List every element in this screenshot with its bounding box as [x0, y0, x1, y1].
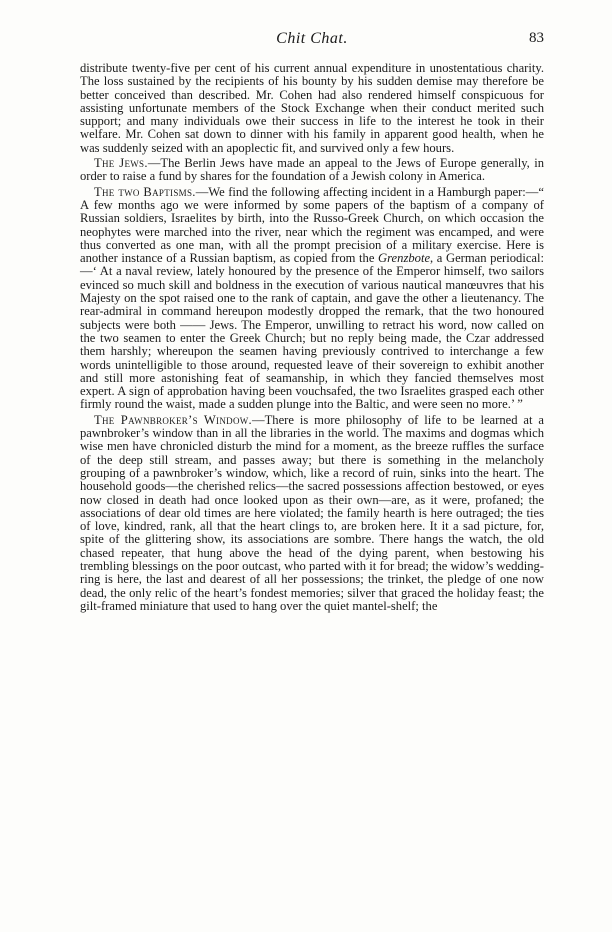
- paragraph-text: —There is more philosophy of life to be learned at a pawnbroker’s window than in all the libraries in the world. The maxims and dogmas which wise men have chronicled disturb the mind for a moment, as the breeze ruffles the surface of the deep still stream, and passes away; but there is something in the melancholy grouping of a pawnbroker’s window, which, like a record of ruin, sinks into the heart. The household goods—the cherished relics—the sacred possessions affection bestowed, or eyes now closed in death had once looked upon as their own—are, as it were, profaned; the associations of dear old times are here violated; the family hearth is here outraged; the ties of love, kindred, rank, all that the heart clings to, are broken here. It it a sad picture, for, spite of the glittering show, its associations are sombre. There hangs the watch, the old chased repeater, that hung above the head of the dying parent, when bestowing his trembling blessings on the poor outcast, who parted with it for bread; the widow’s wedding-ring is here, the last and dearest of all her possessions; the trinket, the pledge of one now dead, the only relic of the heart’s fondest memories; silver that graced the holiday feast; the gilt-framed miniature that used to hang over the quiet mantel-shelf; the: [80, 412, 544, 613]
- paragraph-text: —We find the following affecting incident in a Hamburgh paper:—“ A few months ago we were informed by some papers of the baptism of a company of Russian soldiers, Israelites by birth, into the Russo-Greek Church, on which occasion the neophytes were marched into the river, near which the regiment was encamped, and were thus converted as one man, with all the prompt precision of a military exercise. Here is another instance of a Russian baptism, as copied from the: [80, 184, 544, 266]
- periodical-title: Grenzbote: [378, 251, 431, 266]
- paragraph-two-baptisms: [80, 186, 544, 412]
- running-title: Chit Chat.: [276, 30, 348, 47]
- section-heading-two-baptisms: The two Baptisms.: [94, 184, 196, 199]
- paragraph-the-jews: [80, 157, 544, 184]
- section-heading-pawnbrokers-window: The Pawnbroker’s Window.: [94, 412, 252, 427]
- paragraph-text: distribute twenty-five per cent of his current annual expenditure in unostentatious charity. The loss sustained by the recipients of his bounty by his sudden demise may therefore be better conceived than described. Mr. Cohen had also rendered himself conspicuous for assisting unfortunate members of the Stock Exchange when their conduct merited such support; and many individuals owe their success in life to the interest he took in their welfare. Mr. Cohen sat down to dinner with his family in apparent good health, when he was suddenly seized with an apoplectic fit, and survived only a few hours.: [80, 61, 544, 155]
- body-text: [80, 62, 544, 615]
- page-header: [80, 30, 544, 52]
- paragraph-cohen-continuation: [80, 62, 544, 155]
- paragraph-text: —The Berlin Jews have made an appeal to the Jews of Europe generally, in order to raise a fund by shares for the foundation of a Jewish colony in America.: [80, 156, 544, 184]
- page-number: 83: [529, 30, 544, 46]
- paragraph-pawnbrokers-window: [80, 414, 544, 613]
- section-heading-the-jews: The Jews.: [94, 156, 148, 171]
- paragraph-text: , a German periodical:—‘ At a naval review, lately honoured by the presence of the Emperor himself, two sailors evinced so much skill and boldness in the execution of various nautical manœuvres that his Majesty on the spot raised one to the rank of captain, and gave the other a lieutenancy. The rear-admiral in command hereupon modestly dropped the remark, that the two honoured subjects were both —— Jews. The Emperor, unwilling to retract his word, now called on the two seamen to enter the Greek Church; but no reply being made, the Czar addressed them harshly; whereupon the seamen having previously contrived to interchange a few words unintelligible to those around, requested leave of their sovereign to exhibit another and still more astonishing feat of seamanship, in which they fancied themselves most expert. A sign of approbation having been vouchsafed, the two Israelites grasped each other firmly round the waist, made a sudden plunge into the Baltic, and were seen no more.’ ”: [80, 251, 545, 412]
